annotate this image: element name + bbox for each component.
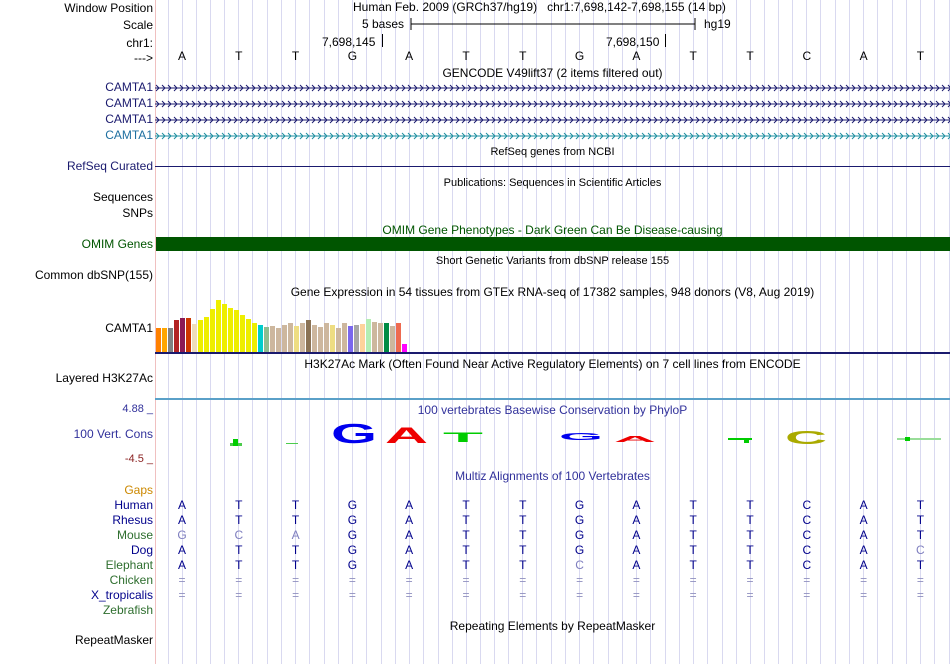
sequences-label[interactable]: Sequences: [92, 190, 153, 204]
phylop-mark: T: [443, 429, 486, 445]
aligned-base: G: [347, 558, 358, 572]
phylop-mark: [286, 443, 298, 444]
gtex-tissue-bar[interactable]: [312, 325, 317, 352]
gene-label-camta1[interactable]: CAMTA1: [105, 80, 153, 94]
species-label-human[interactable]: Human: [114, 498, 153, 512]
gtex-tissue-bar[interactable]: [300, 323, 305, 352]
aligned-base: A: [859, 513, 868, 527]
aligned-base: A: [859, 543, 868, 557]
species-label-dog[interactable]: Dog: [130, 543, 153, 557]
aligned-base: A: [405, 558, 414, 572]
aligned-base: T: [689, 513, 697, 527]
gtex-tissue-bar[interactable]: [360, 324, 365, 352]
aligned-base: T: [689, 558, 697, 572]
aligned-base: =: [576, 573, 584, 587]
aligned-base: A: [405, 513, 414, 527]
species-label-chicken[interactable]: Chicken: [109, 573, 153, 587]
scale-bases: 5 bases: [362, 17, 405, 31]
reference-base: T: [916, 49, 925, 63]
aligned-base: T: [462, 543, 470, 557]
coord-tick-1: [382, 34, 383, 47]
aligned-base: =: [235, 573, 243, 587]
phylop-mark: A: [614, 435, 658, 444]
aligned-base: =: [462, 573, 470, 587]
gtex-tissue-bar[interactable]: [276, 328, 281, 352]
reference-base: T: [235, 49, 243, 63]
phylop-logo[interactable]: [155, 418, 950, 448]
camta1-transcript-2[interactable]: [155, 100, 950, 108]
repeatmasker-label[interactable]: RepeatMasker: [74, 633, 153, 647]
aligned-base: T: [746, 498, 754, 512]
camta1-transcript-3[interactable]: [155, 116, 950, 124]
aligned-base: G: [574, 543, 585, 557]
aligned-base: T: [235, 513, 243, 527]
gtex-tissue-bar[interactable]: [402, 344, 407, 352]
gtex-tissue-bar[interactable]: [378, 323, 383, 352]
aligned-base: =: [178, 573, 186, 587]
aligned-base: G: [574, 498, 585, 512]
aligned-base: T: [519, 513, 527, 527]
aligned-base: A: [859, 498, 868, 512]
aligned-base: T: [462, 498, 470, 512]
aligned-base: T: [235, 543, 243, 557]
aligned-base: T: [746, 513, 754, 527]
aligned-base: =: [178, 588, 186, 602]
aligned-base: T: [235, 558, 243, 572]
aligned-base: =: [916, 588, 924, 602]
reference-base: A: [859, 49, 868, 63]
gtex-tissue-bar[interactable]: [192, 324, 197, 352]
aligned-base: A: [859, 558, 868, 572]
omim-track-title: OMIM Gene Phenotypes - Dark Green Can Be Disease-causing: [382, 223, 723, 237]
gtex-tissue-bar[interactable]: [186, 318, 191, 352]
aligned-base: G: [347, 498, 358, 512]
phylop-mark: [744, 438, 749, 443]
aligned-base: A: [177, 558, 186, 572]
aligned-base: =: [576, 588, 584, 602]
scale-label: Scale: [122, 18, 153, 32]
aligned-base: T: [462, 558, 470, 572]
aligned-base: T: [291, 543, 300, 557]
aligned-base: =: [746, 588, 754, 602]
aligned-base: T: [746, 528, 754, 542]
gtex-tissue-bar[interactable]: [204, 317, 209, 352]
reference-base: T: [462, 49, 470, 63]
gtex-tissue-bar[interactable]: [168, 328, 173, 352]
aligned-base: C: [916, 543, 925, 557]
scale-bar: [409, 17, 699, 31]
aligned-base: T: [291, 558, 300, 572]
aligned-base: C: [802, 543, 812, 557]
coord-label-2: 7,698,150: [606, 35, 660, 49]
aligned-base: T: [916, 558, 925, 572]
aligned-base: =: [632, 588, 640, 602]
gtex-tissue-bar[interactable]: [306, 320, 311, 352]
snps-label[interactable]: SNPs: [122, 206, 153, 220]
gtex-bar-chart[interactable]: [156, 300, 536, 352]
aligned-base: C: [802, 498, 812, 512]
gtex-tissue-bar[interactable]: [282, 325, 287, 352]
aligned-base: T: [689, 498, 697, 512]
window-position-label: Window Position: [64, 1, 153, 15]
reference-base: T: [519, 49, 527, 63]
phylop-mark: [233, 439, 238, 446]
gene-label-camta1[interactable]: CAMTA1: [105, 112, 153, 126]
aligned-base: A: [291, 528, 300, 542]
aligned-base: T: [462, 528, 470, 542]
aligned-base: T: [519, 558, 527, 572]
aligned-base: T: [689, 543, 697, 557]
aligned-base: =: [746, 573, 754, 587]
aligned-base: G: [574, 513, 585, 527]
gtex-tissue-bar[interactable]: [156, 328, 161, 352]
aligned-base: A: [632, 543, 641, 557]
aligned-base: =: [462, 588, 470, 602]
aligned-base: =: [348, 573, 356, 587]
phylop-mark: A: [385, 423, 429, 448]
aligned-base: C: [802, 528, 812, 542]
gtex-tissue-bar[interactable]: [240, 315, 245, 352]
aligned-base: T: [916, 498, 925, 512]
gtex-tissue-bar[interactable]: [354, 325, 359, 352]
aligned-base: G: [347, 543, 358, 557]
phylop-mark: G: [559, 432, 605, 443]
aligned-base: A: [177, 498, 186, 512]
aligned-base: T: [746, 543, 754, 557]
aligned-base: =: [689, 588, 697, 602]
gtex-tissue-bar[interactable]: [288, 323, 293, 352]
coord-label-1: 7,698,145: [322, 35, 376, 49]
aligned-base: T: [519, 543, 527, 557]
aligned-base: =: [803, 588, 811, 602]
gtex-tissue-bar[interactable]: [324, 323, 329, 352]
aligned-base: T: [291, 498, 300, 512]
gtex-tissue-bar[interactable]: [384, 323, 389, 352]
aligned-base: T: [689, 528, 697, 542]
gtex-tissue-bar[interactable]: [330, 325, 335, 352]
aligned-base: A: [632, 528, 641, 542]
aligned-base: =: [405, 573, 413, 587]
gtex-tissue-bar[interactable]: [234, 310, 239, 352]
aligned-base: G: [574, 528, 585, 542]
aligned-base: =: [235, 588, 243, 602]
phylop-mark: [897, 438, 941, 440]
gaps-label: Gaps: [124, 483, 153, 497]
gtex-tissue-bar[interactable]: [270, 326, 275, 352]
aligned-base: A: [177, 513, 186, 527]
dbsnp-track-title: Short Genetic Variants from dbSNP release 155: [435, 255, 670, 267]
aligned-base: T: [519, 498, 527, 512]
gtex-tissue-bar[interactable]: [228, 308, 233, 352]
species-label-mouse[interactable]: Mouse: [116, 528, 153, 542]
common-dbsnp-label[interactable]: Common dbSNP(155): [34, 268, 153, 282]
gtex-tissue-bar[interactable]: [318, 327, 323, 352]
aligned-base: T: [235, 498, 243, 512]
omim-gene-bar[interactable]: [156, 237, 950, 251]
phylop-mark: C: [785, 428, 827, 448]
strand-label: --->: [134, 51, 153, 65]
aligned-base: T: [916, 513, 925, 527]
aligned-base: A: [405, 543, 414, 557]
scale-db: hg19: [704, 17, 731, 31]
species-label-rhesus[interactable]: Rhesus: [112, 513, 153, 527]
gtex-tissue-bar[interactable]: [294, 326, 299, 352]
gencode-track-title: GENCODE V49lift37 (2 items filtered out): [442, 66, 663, 80]
cons-track-label[interactable]: 100 Vert. Cons: [73, 427, 153, 441]
coord-tick-2: [665, 34, 666, 47]
aligned-base: =: [860, 573, 868, 587]
refseq-curated-label[interactable]: RefSeq Curated: [66, 159, 153, 173]
aligned-base: A: [632, 558, 641, 572]
species-label-zebrafish[interactable]: Zebrafish: [102, 603, 153, 617]
camta1-transcript-1[interactable]: [155, 84, 950, 92]
gtex-tissue-bar[interactable]: [222, 304, 227, 352]
gtex-tissue-bar[interactable]: [252, 323, 257, 352]
cons-min-label: -4.5 _: [124, 453, 153, 465]
reference-base: T: [291, 49, 300, 63]
omim-genes-label[interactable]: OMIM Genes: [81, 237, 153, 251]
aligned-base: A: [632, 498, 641, 512]
aligned-base: C: [802, 558, 812, 572]
gtex-tissue-bar[interactable]: [174, 320, 179, 352]
gtex-tissue-bar[interactable]: [348, 326, 353, 352]
refseq-track-title: RefSeq genes from NCBI: [490, 146, 615, 158]
aligned-base: C: [575, 558, 584, 572]
aligned-base: T: [519, 528, 527, 542]
reference-base: G: [347, 49, 358, 63]
aligned-base: =: [689, 573, 697, 587]
phylop-track-title: 100 vertebrates Basewise Conservation by PhyloP: [417, 403, 688, 417]
position-text: chr1:7,698,142-7,698,155 (14 bp): [547, 0, 726, 14]
aligned-base: =: [292, 573, 300, 587]
reference-base: A: [405, 49, 414, 63]
aligned-base: G: [347, 513, 358, 527]
aligned-base: T: [462, 513, 470, 527]
assembly-text: Human Feb. 2009 (GRCh37/hg19): [353, 0, 538, 14]
aligned-base: T: [916, 528, 925, 542]
aligned-base: A: [859, 528, 868, 542]
gtex-tissue-bar[interactable]: [336, 328, 341, 352]
aligned-base: C: [802, 513, 812, 527]
reference-base: A: [177, 49, 186, 63]
aligned-base: A: [177, 543, 186, 557]
gtex-tissue-bar[interactable]: [198, 320, 203, 352]
refseq-gene-line[interactable]: [155, 166, 950, 167]
gtex-tissue-bar[interactable]: [396, 323, 401, 352]
assembly-title: [353, 0, 726, 14]
chrom-label: chr1:: [126, 36, 153, 50]
reference-base: C: [802, 49, 812, 63]
aligned-base: A: [405, 528, 414, 542]
reference-base: T: [689, 49, 697, 63]
reference-base: A: [632, 49, 641, 63]
species-label-elephant[interactable]: Elephant: [105, 558, 153, 572]
phylop-mark: G: [331, 418, 377, 448]
aligned-base: =: [632, 573, 640, 587]
track-image[interactable]: [155, 0, 950, 664]
gene-label-camta1[interactable]: CAMTA1: [105, 128, 153, 142]
h3k27ac-track-title: H3K27Ac Mark (Often Found Near Active Regulatory Elements) on 7 cell lines from ENCODE: [304, 357, 801, 371]
h3k27ac-label[interactable]: Layered H3K27Ac: [55, 371, 153, 385]
aligned-base: =: [916, 573, 924, 587]
aligned-base: T: [291, 513, 300, 527]
gtex-tissue-bar[interactable]: [246, 319, 251, 352]
reference-base: T: [746, 49, 754, 63]
cons-max-label: 4.88 _: [122, 403, 153, 415]
aligned-base: =: [860, 588, 868, 602]
species-label-x_tropicalis[interactable]: X_tropicalis: [90, 588, 153, 602]
aligned-base: A: [405, 498, 414, 512]
h3k27ac-signal[interactable]: [155, 398, 950, 400]
aligned-base: =: [292, 588, 300, 602]
reference-base: G: [574, 49, 585, 63]
gtex-tissue-bar[interactable]: [162, 328, 167, 352]
gtex-gene-label[interactable]: CAMTA1: [105, 321, 153, 335]
gtex-tissue-bar[interactable]: [342, 323, 347, 352]
gtex-tissue-bar[interactable]: [216, 300, 221, 352]
gene-label-camta1[interactable]: CAMTA1: [105, 96, 153, 110]
aligned-base: T: [746, 558, 754, 572]
aligned-base: =: [519, 588, 527, 602]
aligned-base: =: [519, 573, 527, 587]
gtex-tissue-bar[interactable]: [372, 322, 377, 352]
publications-track-title: Publications: Sequences in Scientific Articles: [443, 177, 662, 189]
aligned-base: =: [405, 588, 413, 602]
gtex-tissue-bar[interactable]: [366, 319, 371, 352]
gtex-baseline: [155, 352, 950, 354]
gtex-tissue-bar[interactable]: [210, 309, 215, 352]
camta1-transcript-4[interactable]: [155, 132, 950, 140]
aligned-base: G: [177, 528, 187, 542]
aligned-base: C: [234, 528, 244, 542]
aligned-base: =: [348, 588, 356, 602]
aligned-base: G: [347, 528, 358, 542]
phylop-mark: [905, 437, 910, 441]
repeatmasker-track-title: Repeating Elements by RepeatMasker: [449, 619, 656, 633]
gtex-track-title: Gene Expression in 54 tissues from GTEx RNA-seq of 17382 samples, 948 donors (V8, Aug 2019): [290, 285, 815, 299]
aligned-base: A: [632, 513, 641, 527]
gtex-tissue-bar[interactable]: [258, 325, 263, 352]
gtex-tissue-bar[interactable]: [390, 326, 395, 352]
gtex-tissue-bar[interactable]: [180, 318, 185, 352]
multiz-track-title: Multiz Alignments of 100 Vertebrates: [455, 469, 650, 483]
gtex-tissue-bar[interactable]: [264, 327, 269, 352]
aligned-base: =: [803, 573, 811, 587]
